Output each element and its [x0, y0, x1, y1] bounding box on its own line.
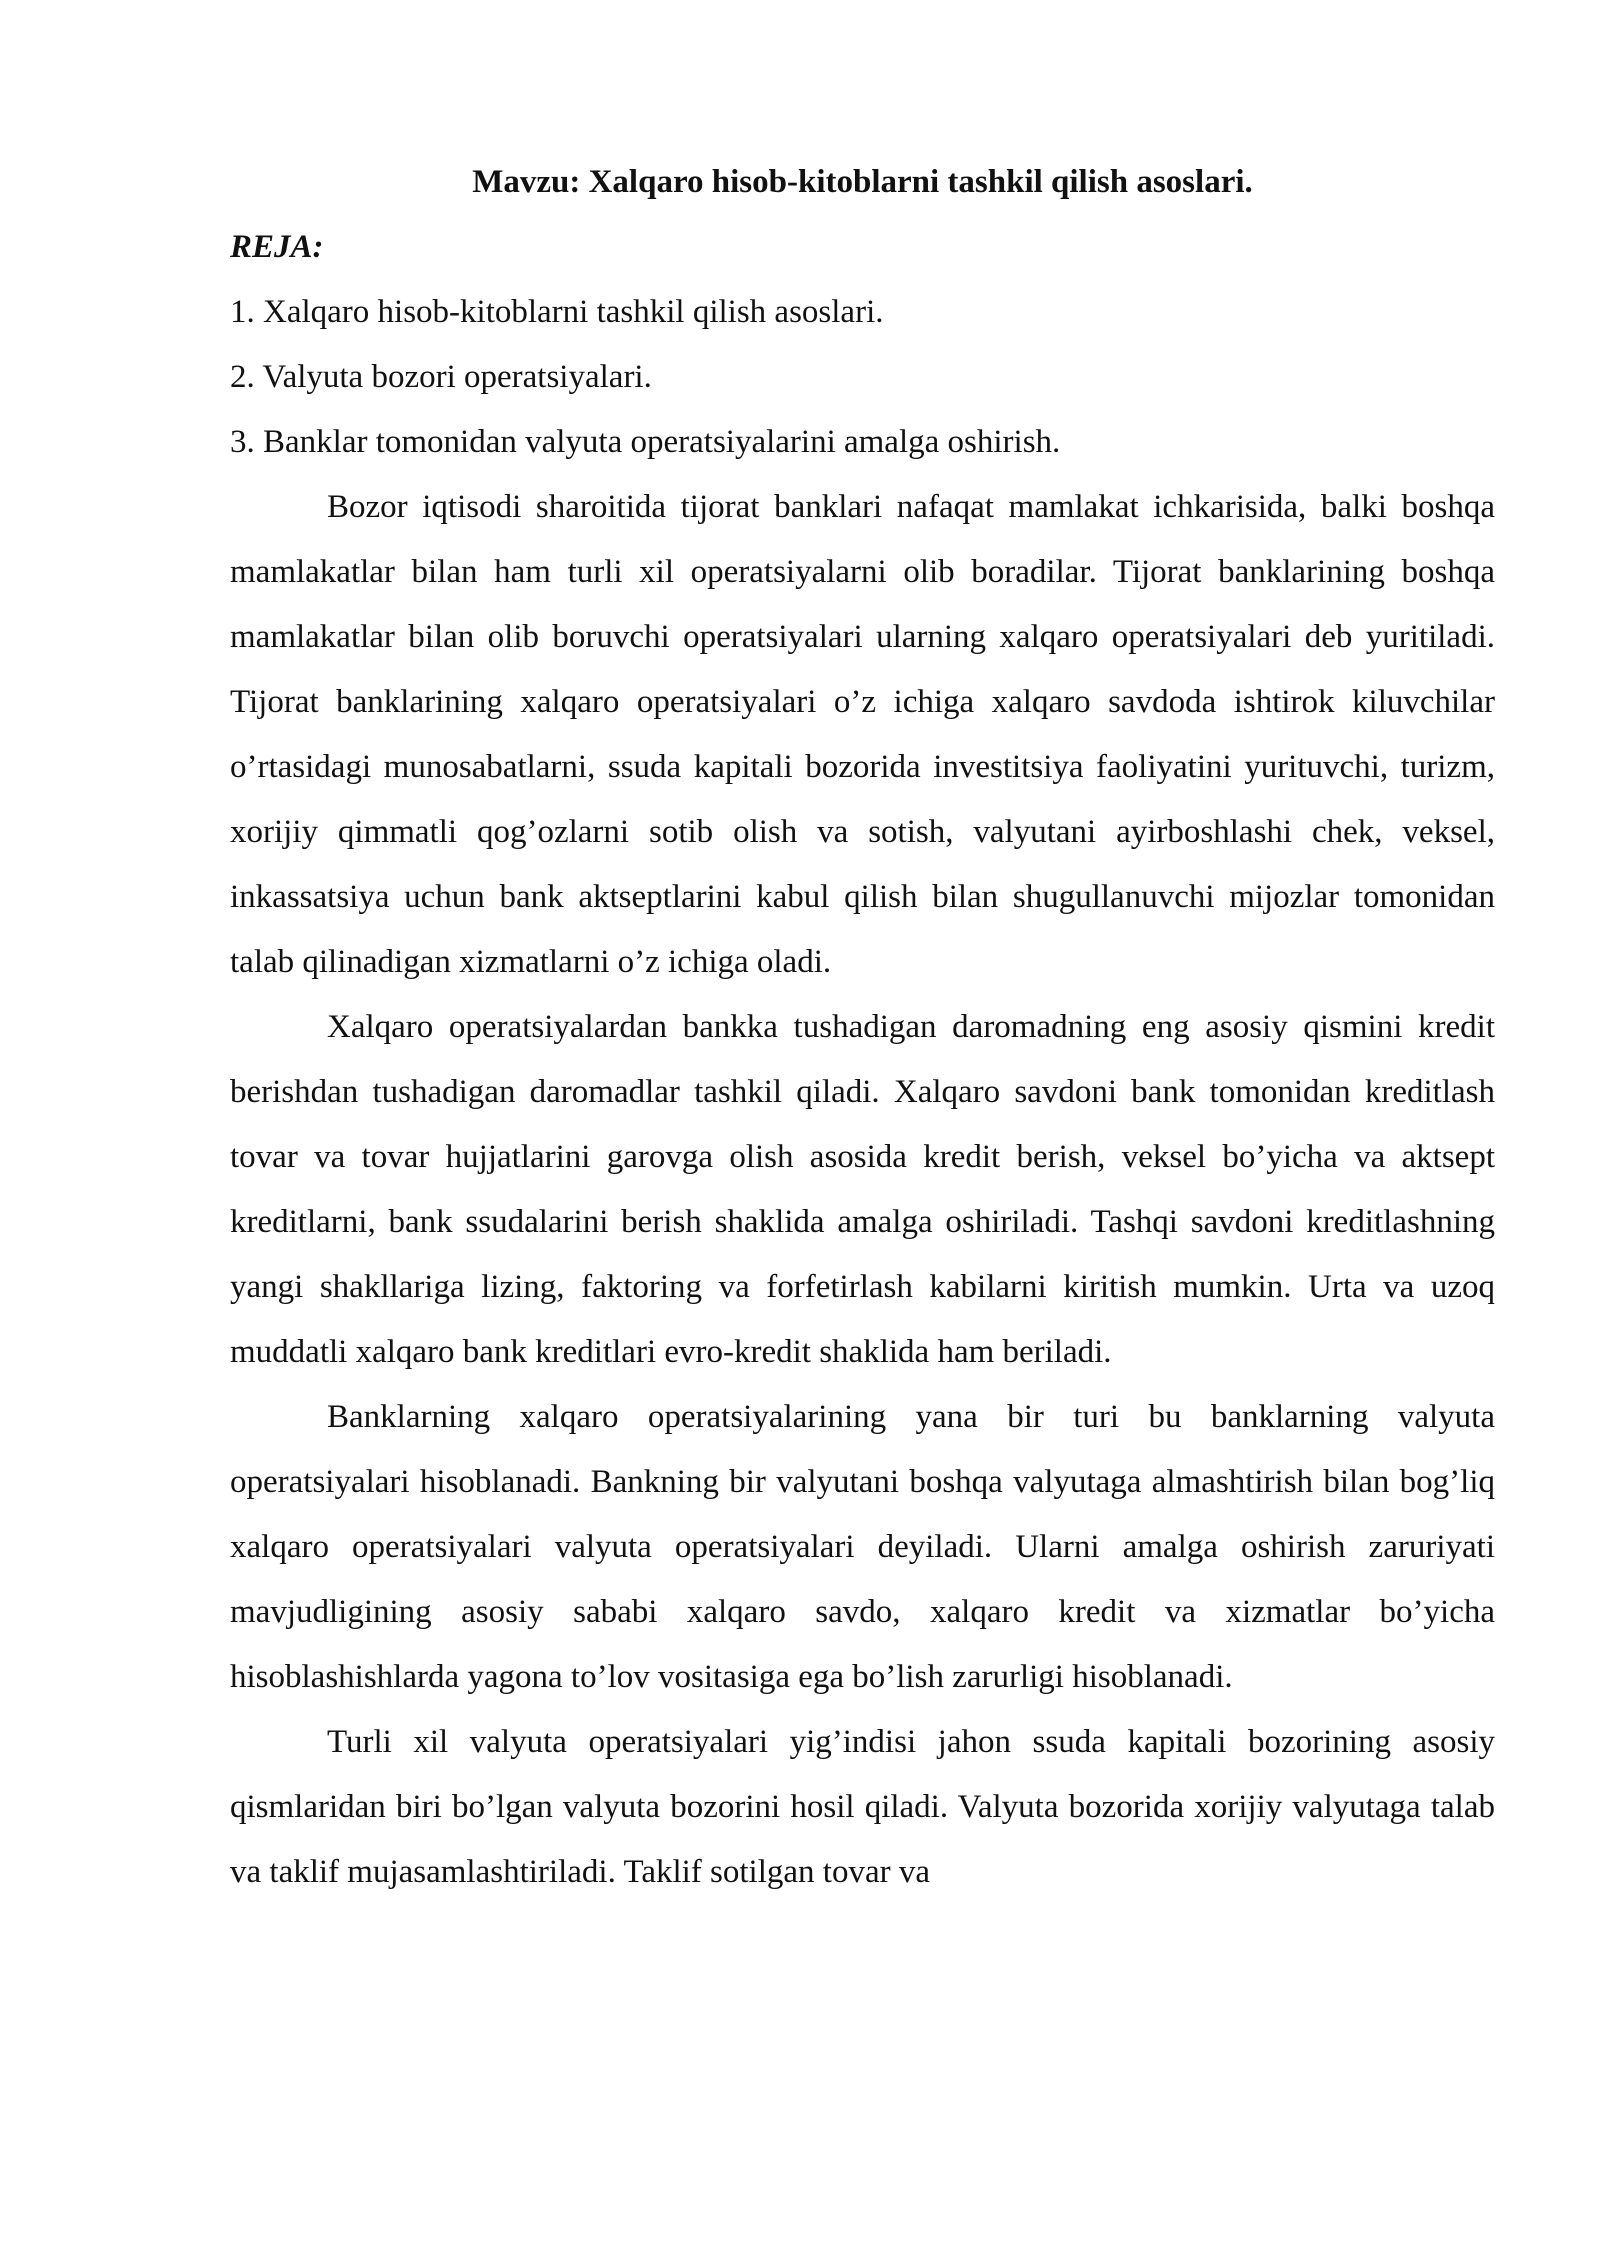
body-paragraph: Xalqaro operatsiyalardan bankka tushadigan daromadning eng asosiy qismini kredit berishdan tushadigan daromadlar tashkil qiladi. Xalqaro savdoni bank tomonidan kreditlash tovar va tovar hujjatlarini garovga olish asosida kredit berish, veksel bo’yicha va aktsept kreditlarni, bank ssudalarini berish shaklida amalga oshiriladi. Tashqi savdoni kreditlashning yangi shakllariga lizing, faktoring va forfetirlash kabilarni kiritish mumkin. Urta va uzoq muddatli xalqaro bank kreditlari evro-kredit shaklida ham beriladi.: [230, 1009, 1495, 1370]
body-paragraph: Bozor iqtisodi sharoitida tijorat banklari nafaqat mamlakat ichkarisida, balki boshqa mamlakatlar bilan ham turli xil operatsiyalarni olib boradilar. Tijorat banklarining boshqa mamlakatlar bilan olib boruvchi operatsiyalari ularning xalqaro operatsiyalari deb yuritiladi. Tijorat banklarining xalqaro operatsiyalari o’z ichiga xalqaro savdoda ishtirok kiluvchilar o’rtasidagi munosabatlarni, ssuda kapitali bozorida investitsiya faoliyatini yurituvchi, turizm, xorijiy qimmatli qog’ozlarni sotib olish va sotish, valyutani ayirboshlashi chek, veksel, inkassatsiya uchun bank aktseptlarini kabul qilish bilan shugullanuvchi mijozlar tomonidan talab qilinadigan xizmatlarni o’z ichiga oladi.: [230, 489, 1495, 980]
document-page: [230, 150, 1495, 1905]
body-paragraph: Turli xil valyuta operatsiyalari yig’indisi jahon ssuda kapitali bozorining asosiy qismlaridan biri bo’lgan valyuta bozorini hosil qiladi. Valyuta bozorida xorijiy valyutaga talab va taklif mujasamlashtiriladi. Taklif sotilgan tovar va: [230, 1724, 1495, 1890]
plan-item: 3. Banklar tomonidan valyuta operatsiyalarini amalga oshirish.: [230, 424, 1061, 460]
plan-item: 1. Xalqaro hisob-kitoblarni tashkil qilish asoslari.: [230, 294, 884, 330]
document-title: Mavzu: Xalqaro hisob-kitoblarni tashkil qilish asoslari.: [472, 164, 1253, 200]
body-paragraph: Banklarning xalqaro operatsiyalarining yana bir turi bu banklarning valyuta operatsiyalari hisoblanadi. Bankning bir valyutani boshqa valyutaga almashtirish bilan bog’liq xalqaro operatsiyalari valyuta operatsiyalari deyiladi. Ularni amalga oshirish zaruriyati mavjudligining asosiy sababi xalqaro savdo, xalqaro kredit va xizmatlar bo’yicha hisoblashishlarda yagona to’lov vositasiga ega bo’lish zarurligi hisoblanadi.: [230, 1399, 1495, 1695]
plan-heading: REJA:: [230, 229, 324, 265]
plan-list: [230, 280, 1495, 475]
plan-item: 2. Valyuta bozori operatsiyalari.: [230, 359, 652, 395]
